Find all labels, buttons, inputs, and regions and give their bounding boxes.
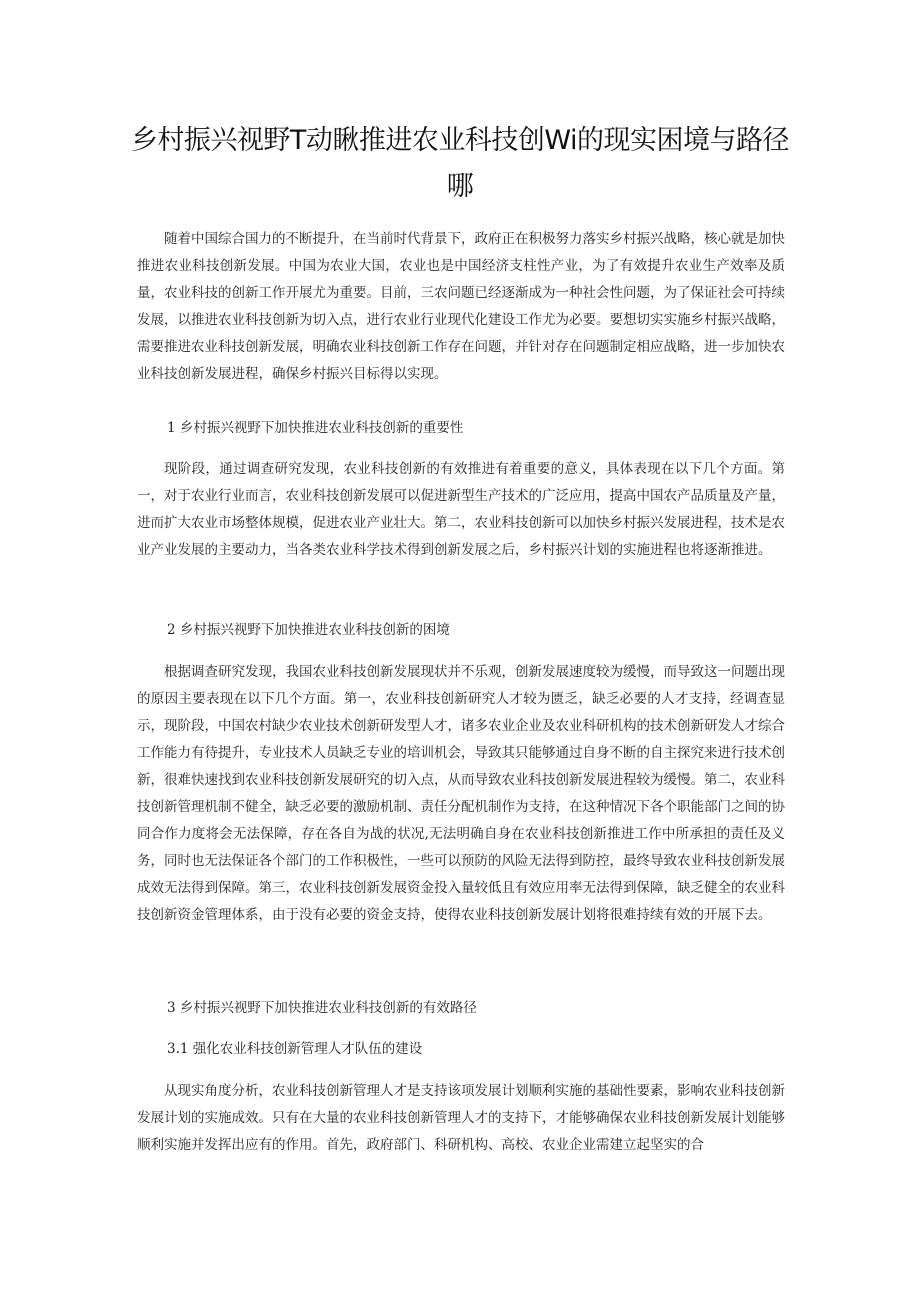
section-2-paragraph: 根据调查研究发现，我国农业科技创新发展现状并不乐观，创新发展速度较为缓慢，而导致这一问题出现的原因主要表现在以下几个方面。第一，农业科技创新研究人才较为匮乏，缺乏必要的人才支持，经调查显示，现阶段，中国农村缺少农业技术创新研发型人才，诸多农业企业及农业科研机构的技术创新研发人才综合工作能力有待提升，专业技术人员缺乏专业的培训机会，导致其只能够通过自身不断的自主探究来进行技术创新，很难快速找到农业科技创新发展研究的切入点，从而导致农业科技创新发展进程较为缓慢。第二，农业科技创新管理机制不健全，缺乏必要的激励机制、责任分配机制作为支持，在这种情况下各个职能部门之间的协同合作力度将会无法保障，存在各自为战的状况,无法明确自身在农业科技创新推进工作中所承担的责任及义务，同时也无法保证各个部门的工作积极性，一些可以预防的风险无法得到防控，最终导致农业科技创新发展成效无法得到保障。第三，农业科技创新发展资金投入量较低且有效应用率无法得到保障，缺乏健全的农业科技创新资金管理体系，由于没有必要的资金支持，使得农业科技创新发展计划将很难持续有效的开展下去。	[137, 664, 785, 923]
section-3-heading: 3 乡村振兴视野下加快推进农业科技创新的有效路径	[167, 1000, 477, 1016]
section-1-paragraph: 现阶段，通过调查研究发现，农业科技创新的有效推进有着重要的意义，具体表现在以下几个方面。第一，对于农业行业而言，农业科技创新发展可以促进新型生产技术的广泛应用，提高中国农产品质量及产量，进而扩大农业市场整体规模，促进农业产业壮大。第二，农业科技创新可以加快乡村振兴发展进程，技术是农业产业发展的主要动力，当各类农业科学技术得到创新发展之后，乡村振兴计划的实施进程也将逐渐推进。	[137, 461, 785, 558]
section-3	[137, 995, 785, 1022]
section-2-body	[137, 659, 785, 929]
section-1-body	[137, 456, 785, 564]
section-3-1	[137, 1036, 785, 1063]
section-2-heading: 2 乡村振兴视野下加快推进农业科技创新的困境	[167, 622, 450, 638]
section-2	[137, 617, 785, 644]
document-title: 乡村振兴视野T动瞅推进农业科技创Wi的现实困境与路径哪	[130, 125, 790, 202]
section-1	[137, 415, 785, 442]
section-3-1-heading: 3.1 强化农业科技创新管理人才队伍的建设	[167, 1041, 423, 1057]
intro-block	[137, 226, 785, 388]
section-3-1-body	[137, 1078, 785, 1159]
section-3-1-paragraph: 从现实角度分析，农业科技创新管理人才是支持该项发展计划顺利实施的基础性要素，影响农业科技创新发展计划的实施成效。只有在大量的农业科技创新管理人才的支持下，才能够确保农业科技创新发展计划能够顺利实施并发挥出应有的作用。首先，政府部门、科研机构、高校、农业企业需建立起坚实的合	[137, 1083, 785, 1153]
intro-paragraph: 随着中国综合国力的不断提升，在当前时代背景下，政府正在积极努力落实乡村振兴战略，核心就是加快推进农业科技创新发展。中国为农业大国，农业也是中国经济支柱性产业，为了有效提升农业生产效率及质量，农业科技的创新工作开展尤为重要。目前，三农问题已经逐渐成为一种社会性问题，为了保证社会可持续发展，以推进农业科技创新为切入点，进行农业行业现代化建设工作尤为必要。要想切实实施乡村振兴战略，需要推进农业科技创新发展，明确农业科技创新工作存在问题，并针对存在问题制定相应战略，进一步加快农业科技创新发展进程，确保乡村振兴目标得以实现。	[137, 231, 785, 382]
section-1-heading: 1 乡村振兴视野下加快推进农业科技创新的重要性	[167, 420, 464, 436]
